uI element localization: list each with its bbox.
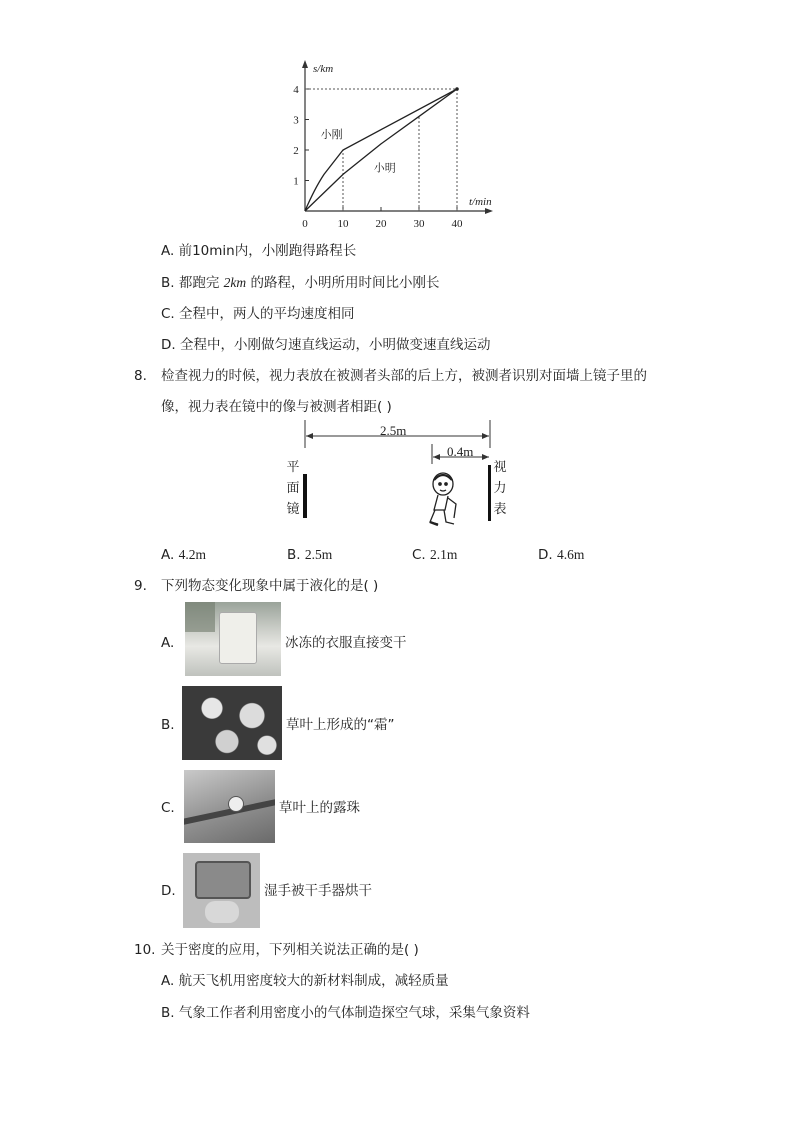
distance-time-chart	[286, 56, 506, 234]
eye-chart-label-char: 力	[493, 481, 507, 496]
series-label-xiaoming: 小明	[373, 162, 396, 175]
option-label: A.	[161, 243, 175, 259]
person-figure	[430, 473, 456, 525]
series-label-xiaogang: 小刚	[320, 128, 343, 141]
q9-option-b-text: 草叶上形成的“霜”	[286, 717, 395, 733]
option-text: 气象工作者利用密度小的气体制造探空气球，采集气象资料	[178, 1005, 530, 1021]
x-axis-arrow	[485, 208, 493, 214]
eye-chart	[488, 465, 491, 521]
option-label: B.	[287, 547, 301, 563]
q7-option-b	[161, 274, 439, 292]
option-label: D.	[161, 337, 176, 353]
q9-number: 9.	[134, 578, 147, 594]
q8-stem-line1: 检查视力的时候，视力表放在被测者头部的后上方，被测者识别对面墙上镜子里的	[161, 368, 647, 384]
q9-option-a-label: A.	[161, 635, 175, 651]
dew-drop-photo	[184, 770, 275, 843]
option-label: A.	[161, 547, 175, 563]
dimension-label-short: 0.4m	[447, 444, 474, 459]
y-tick-label: 3	[293, 114, 299, 127]
dimension-label-total: 2.5m	[380, 423, 407, 438]
x-axis-label: t/min	[469, 196, 492, 208]
y-tick-label: 1	[293, 175, 299, 188]
option-label: C.	[412, 547, 426, 563]
mirror-label-char: 面	[286, 481, 300, 496]
y-axis-arrow	[302, 60, 308, 68]
q8-option-d	[538, 546, 584, 564]
x-tick-label: 30	[413, 218, 425, 230]
q9-option-a-text: 冰冻的衣服直接变干	[285, 635, 407, 651]
mirror-label-char: 平	[286, 460, 300, 475]
option-label: B.	[161, 1005, 175, 1021]
option-text-post: 的路程，小明所用时间比小刚长	[250, 275, 440, 291]
plane-mirror	[303, 474, 307, 518]
option-label: A.	[161, 973, 175, 989]
q9-option-d-text: 湿手被干手器烘干	[264, 883, 372, 899]
mirror-label	[285, 457, 301, 520]
q8-number: 8.	[134, 368, 147, 384]
x-tick-label: 10	[337, 218, 349, 230]
end-point	[455, 87, 459, 91]
x-tick-label: 20	[375, 218, 387, 230]
q9-option-b-label: B.	[161, 717, 175, 733]
series-line-xiaoming	[305, 89, 457, 211]
option-text: 全程中，两人的平均速度相同	[179, 306, 355, 322]
option-text: 全程中，小刚做匀速直线运动，小明做变速直线运动	[179, 337, 491, 353]
y-tick-label: 2	[293, 145, 299, 157]
q8-stem-line2: 像，视力表在镜中的像与被测者相距( )	[161, 399, 392, 415]
q10-number: 10.	[134, 942, 156, 958]
option-text: 4.6m	[556, 547, 585, 562]
y-axis-label: s/km	[313, 63, 334, 75]
option-label: C.	[161, 306, 175, 322]
option-label: B.	[161, 275, 175, 291]
q8-option-c	[412, 546, 457, 564]
series-line-xiaogang	[305, 89, 457, 211]
option-text: 4.2m	[178, 547, 206, 562]
option-text: 前10min内，小刚跑得路程长	[178, 243, 357, 259]
q8-option-b	[287, 546, 332, 564]
q8-option-a	[161, 546, 206, 564]
q7-option-a	[161, 242, 356, 260]
hand-dryer-photo	[183, 853, 260, 928]
q9-option-c-text: 草叶上的露珠	[279, 800, 360, 816]
eye-chart-label-char: 表	[493, 502, 507, 517]
x-tick-label: 40	[451, 218, 463, 230]
option-label: D.	[538, 547, 553, 563]
q7-option-d	[161, 336, 490, 354]
option-text-pre: 都跑完	[178, 275, 220, 291]
y-tick-label: 4	[293, 84, 299, 96]
option-text: 2.1m	[430, 547, 458, 562]
q7-option-c	[161, 305, 355, 323]
mirror-label-char: 镜	[286, 502, 300, 517]
q10-stem: 关于密度的应用，下列相关说法正确的是( )	[161, 942, 419, 958]
frozen-clothes-photo	[185, 602, 281, 676]
frost-leaves-photo	[182, 686, 282, 760]
option-text: 航天飞机用密度较大的新材料制成，减轻质量	[178, 973, 449, 989]
q10-option-b	[161, 1004, 530, 1022]
eye-chart-label	[492, 457, 508, 520]
q9-option-c-label: C.	[161, 800, 175, 816]
q10-option-a	[161, 972, 449, 990]
option-text-var: 2km	[223, 275, 247, 290]
q9-stem: 下列物态变化现象中属于液化的是( )	[161, 578, 379, 594]
eye-chart-label-char: 视	[493, 460, 507, 475]
q9-option-d-label: D.	[161, 883, 176, 899]
option-text: 2.5m	[304, 547, 333, 562]
x-tick-label: 0	[302, 218, 308, 230]
